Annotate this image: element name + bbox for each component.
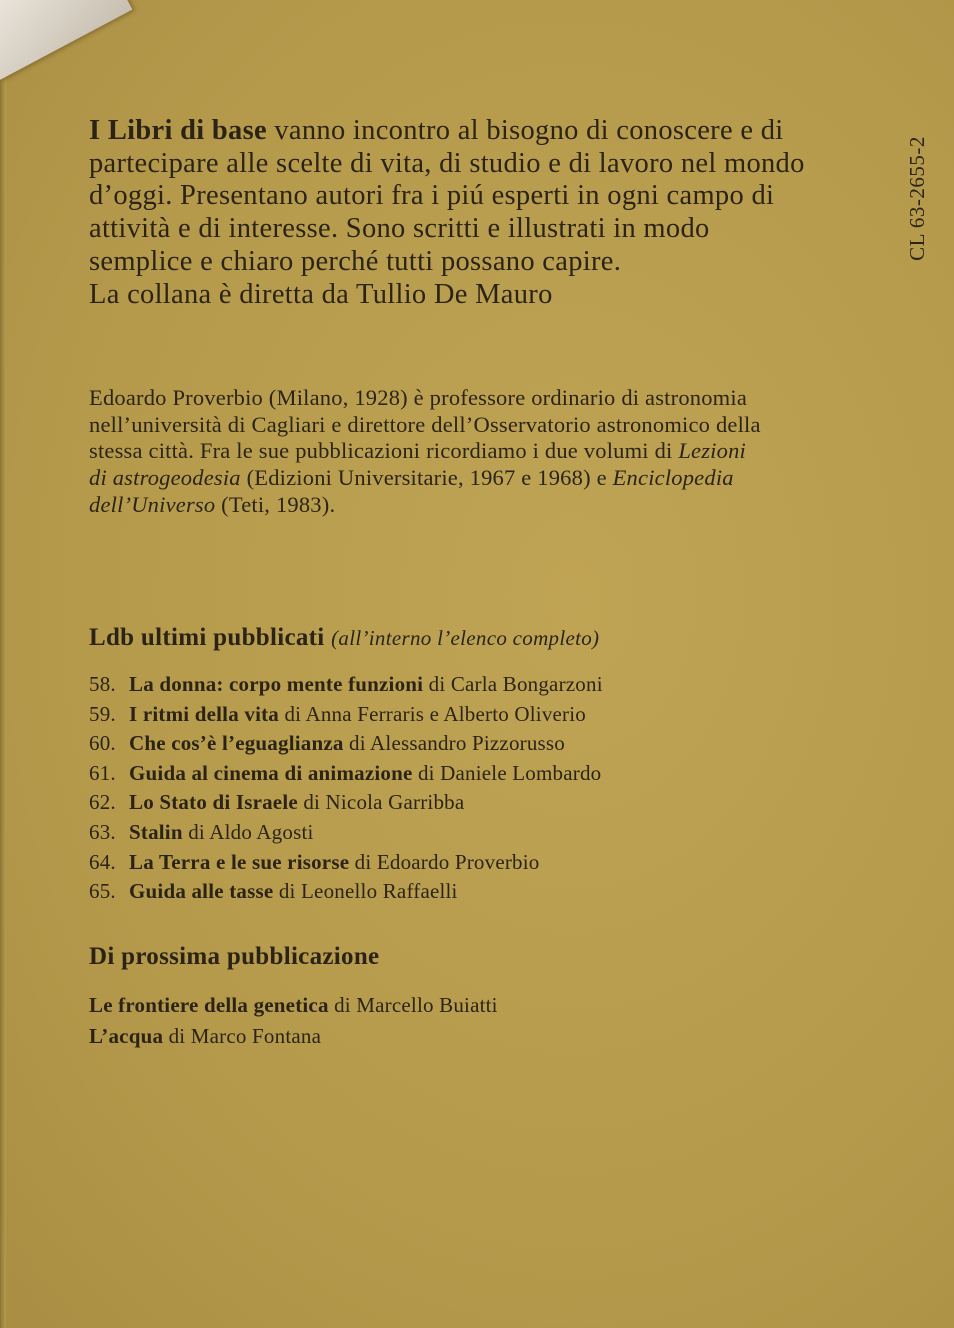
book-title: I ritmi della vita (129, 701, 279, 726)
book-title: La donna: corpo mente funzioni (129, 672, 424, 696)
bio-work-2: Enciclopedia dell’Universo (89, 465, 734, 517)
series-name: I Libri di base (89, 115, 267, 146)
latest-heading-title: Ldb ultimi pubblicati (89, 624, 325, 651)
list-item (89, 818, 709, 848)
latest-heading (89, 624, 599, 652)
list-item (89, 729, 709, 759)
book-title: Lo Stato di Israele (129, 790, 298, 815)
book-title: Guida alle tasse (129, 879, 274, 904)
catalog-code (905, 128, 929, 268)
book-author: di Alessandro Pizzorusso (349, 731, 565, 756)
upcoming-heading-title: Di prossima pubblicazione (89, 943, 380, 970)
bio-work-1: Lezioni di astrogeodesia (89, 438, 746, 491)
book-author: di Anna Ferraris e Alberto Oliverio (284, 701, 586, 726)
page-edge (0, 0, 6, 1328)
bio-text-1: Edoardo Proverbio (Milano, 1928) è professore ordinario di astronomia nell’università di Cagliari e direttore dell’Osservatorio astronomico della stessa città. Fra le sue pubblicazioni ricordiamo i due volumi di (89, 385, 761, 464)
book-title: Le frontiere della genetica (89, 993, 329, 1017)
list-item (89, 670, 709, 700)
book-author: di Edoardo Proverbio (354, 849, 540, 874)
book-number: 61. (89, 760, 116, 785)
upcoming-heading (89, 943, 379, 971)
list-item (89, 788, 709, 818)
series-intro (89, 115, 809, 311)
book-title: Stalin (129, 819, 183, 844)
list-item (89, 877, 709, 907)
editor-line: La collana è diretta da Tullio De Mauro (89, 278, 553, 310)
folded-corner (0, 0, 132, 80)
latest-heading-note: (all’interno l’elenco completo) (331, 626, 600, 650)
book-number: 64. (89, 849, 116, 874)
book-author: di Marcello Buiatti (334, 993, 498, 1017)
bio-text-2: (Edizioni Universitarie, 1967 e 1968) e (240, 465, 613, 491)
list-item (89, 848, 709, 878)
upcoming-book-list (89, 990, 709, 1051)
book-number: 59. (89, 701, 116, 726)
latest-book-list (89, 670, 709, 907)
bio-text-3: (Teti, 1983). (215, 491, 336, 517)
book-title: L’acqua (89, 1023, 164, 1048)
catalog-code-text: CL 63-2655-2 (904, 135, 929, 261)
book-number: 65. (89, 879, 116, 904)
list-item (89, 1021, 709, 1052)
book-number: 63. (89, 819, 116, 844)
book-title: Che cos’è l’eguaglianza (129, 731, 344, 756)
book-author: di Daniele Lombardo (417, 760, 602, 785)
list-item (89, 700, 709, 730)
book-author: di Carla Bongarzoni (428, 672, 603, 696)
book-title: La Terra e le sue risorse (129, 849, 350, 874)
book-author: di Leonello Raffaelli (278, 879, 458, 904)
series-description: vanno incontro al bisogno di conoscere e di partecipare alle scelte di vita, di studio e di lavoro nel mondo d’oggi. Presentano autori fra i piú esperti in ogni campo di attività e di interesse. Sono scritti e illustrati in modo semplice e chiaro perché tutti possano capire. (89, 115, 805, 277)
book-author: di Marco Fontana (168, 1023, 322, 1048)
book-author: di Nicola Garribba (303, 790, 465, 815)
list-item (89, 759, 709, 789)
author-bio (89, 385, 769, 519)
book-number: 58. (89, 672, 116, 696)
book-title: Guida al cinema di animazione (129, 760, 413, 785)
book-number: 62. (89, 790, 116, 815)
book-number: 60. (89, 731, 116, 756)
list-item (89, 990, 709, 1021)
book-author: di Aldo Agosti (188, 819, 314, 844)
